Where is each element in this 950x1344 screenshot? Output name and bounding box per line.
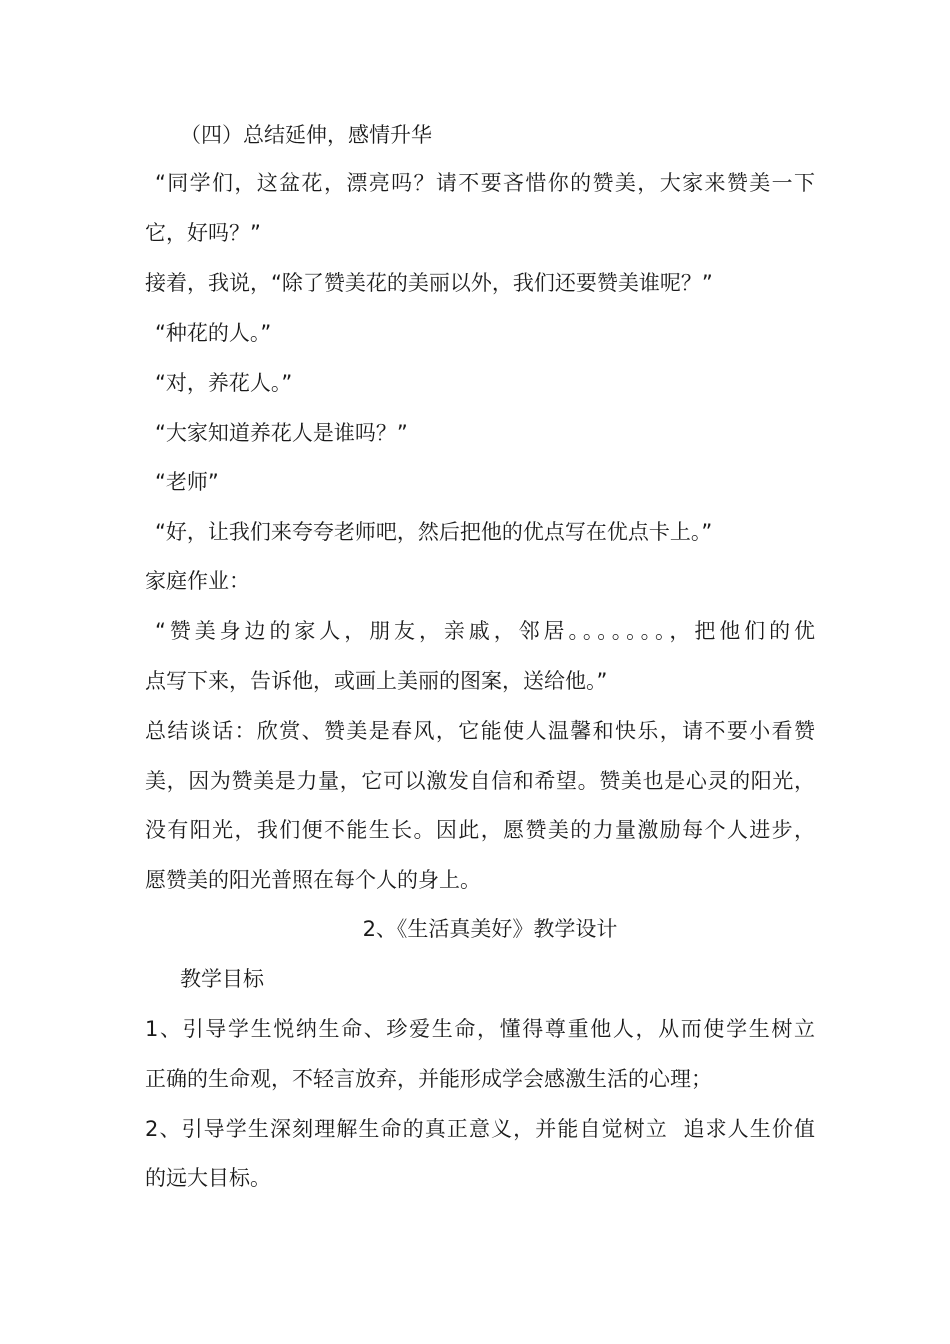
paragraph-line: 它，好吗？”: [145, 221, 261, 245]
paragraph-line: “种花的人。”: [155, 321, 272, 345]
paragraph-line: 1、引导学生悦纳生命、珍爱生命，懂得尊重他人，从而使学生树立: [145, 1017, 815, 1041]
paragraph-line: 愿赞美的阳光普照在每个人的身上。: [145, 868, 481, 892]
section2-title: 2、《生活真美好》教学设计: [362, 917, 618, 941]
paragraph-line: 的远大目标。: [145, 1166, 271, 1190]
paragraph-line: 正确的生命观，不轻言放弃，并能形成学会感激生活的心理；: [145, 1067, 712, 1091]
section-heading: （四）总结延伸，感情升华: [180, 123, 432, 147]
paragraph-line: 2、引导学生深刻理解生命的真正意义，并能自觉树立 追求人生价值: [145, 1117, 815, 1141]
objectives-heading: 教学目标: [180, 967, 264, 991]
paragraph-line: “老师”: [155, 470, 219, 494]
paragraph-line: 点写下来，告诉他，或画上美丽的图案，送给他。”: [145, 669, 608, 693]
paragraph-line: “赞美身边的家人，朋友，亲戚，邻居。。。。。。。，把他们的优: [155, 619, 815, 643]
paragraph-line: 没有阳光，我们便不能生长。因此，愿赞美的力量激励每个人进步，: [145, 818, 815, 842]
paragraph-line: “同学们，这盆花，漂亮吗？请不要吝惜你的赞美，大家来赞美一下: [155, 171, 815, 195]
paragraph-line: “大家知道养花人是谁吗？”: [155, 421, 408, 445]
paragraph-line: “对，养花人。”: [155, 371, 293, 395]
paragraph-line: 美，因为赞美是力量，它可以激发自信和希望。赞美也是心灵的阳光，: [145, 769, 815, 793]
homework-label: 家庭作业：: [145, 569, 250, 593]
paragraph-line: “好，让我们来夸夸老师吧，然后把他的优点写在优点卡上。”: [155, 520, 713, 544]
paragraph-line: 总结谈话：欣赏、赞美是春风，它能使人温馨和快乐，请不要小看赞: [145, 719, 815, 743]
paragraph-line: 接着，我说，“除了赞美花的美丽以外，我们还要赞美谁呢？”: [145, 271, 713, 295]
